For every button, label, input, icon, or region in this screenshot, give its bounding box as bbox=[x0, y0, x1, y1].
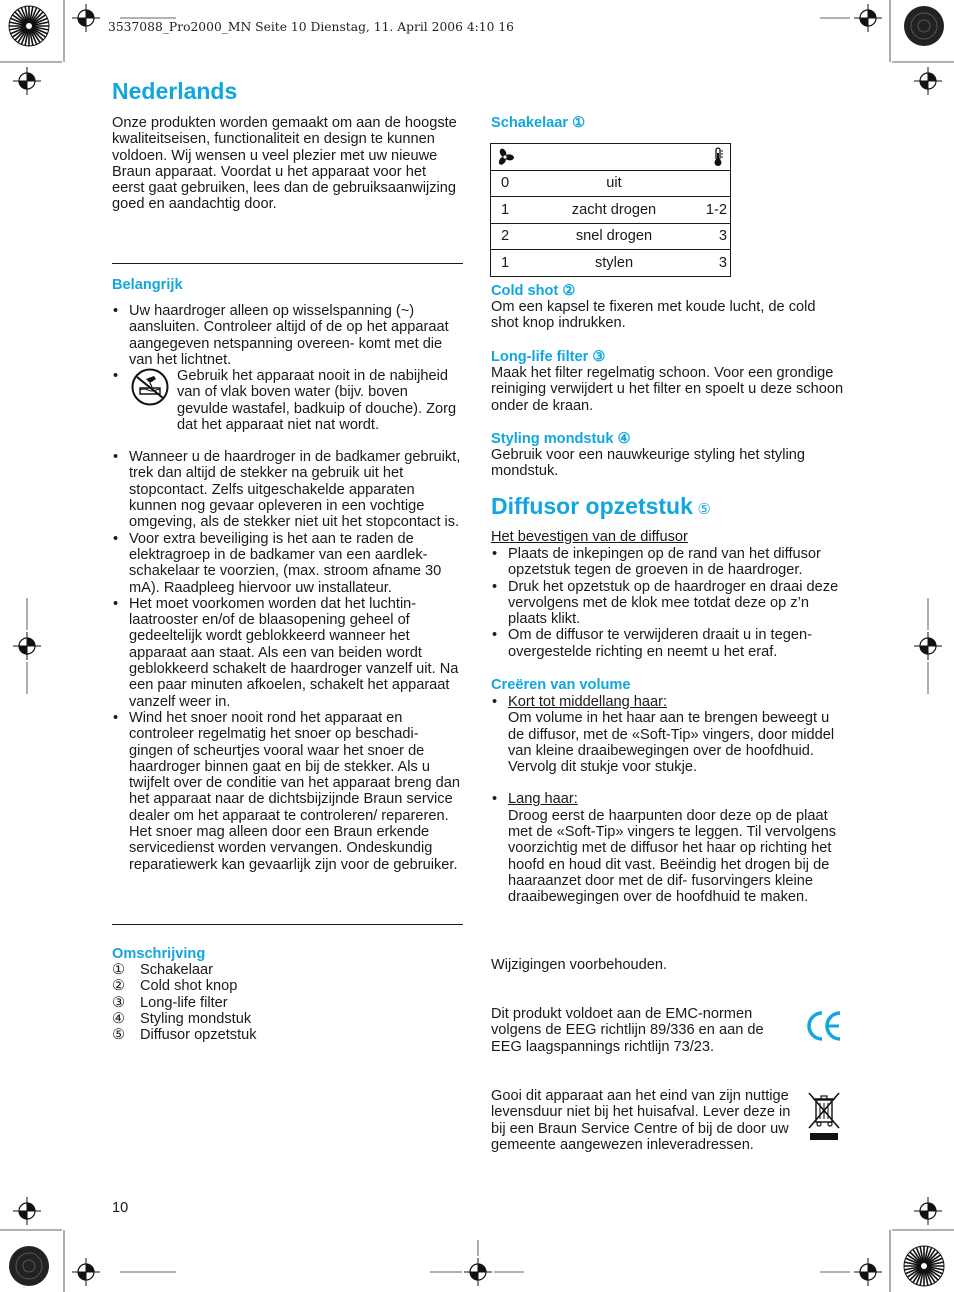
volume-heading: Creëren van volume bbox=[491, 677, 631, 693]
list-item: • Gebruik het apparaat nooit in de nabijheid van of vlak boven water (bijv. boven gevulde wastafel, badkuip of douche). Zorg dat het apparaat niet nat wordt. bbox=[112, 368, 462, 449]
list-item: ⑤ Diffusor opzetstuk bbox=[112, 1027, 257, 1044]
ce-mark-icon bbox=[805, 1009, 843, 1043]
list-item: • Om de diffusor te verwijderen draait u in tegen- overgestelde richting en neemt u het eraf. bbox=[491, 627, 843, 660]
list-item: • Kort tot middellang haar: Om volume in het haar aan te brengen beweegt u de diffusor, met de «Soft-Tip» vingers, door middel van kleine draaibewegingen over de hoofdhuid. Vervolg dit stukje voor stukje. bbox=[491, 694, 843, 775]
list-item: • Lang haar: Droog eerst de haarpunten door deze op de plaat met de «Soft-Tip» vingers te leggen. Til vervolgens voorzichtig met de diffusor het haar op richting het hoofd en houd dit vast. Beëindig het drogen bij de haaraanzet door met de dif- fusorvingers kleine draaibewegingen over de hoofdhuid te maken. bbox=[491, 791, 843, 905]
list-item: ① Schakelaar bbox=[112, 962, 214, 978]
table-row: 0 uit bbox=[491, 170, 731, 197]
switch-table bbox=[490, 143, 731, 277]
weee-bin-icon bbox=[806, 1090, 842, 1142]
intro-text: Onze produkten worden gemaakt om aan de hoogste kwaliteitseisen, functionaliteit en design te kunnen voldoen. Wij wensen u veel plezier met uw nieuwe Braun apparaat. Voordat u het apparaat voor het eerst gaat gebruiken, lees dan de gebruiksaanwijzing goed en aandachtig door. bbox=[112, 115, 457, 213]
fan-icon bbox=[495, 148, 515, 166]
page-title: Nederlands bbox=[112, 78, 238, 104]
no-water-warning-icon bbox=[128, 368, 172, 406]
styling-heading: Styling mondstuk ④ bbox=[491, 431, 631, 447]
long-life-text: Maak het filter regelmatig schoon. Voor een grondige reiniging verwijdert u het filter en spoelt u deze schoon onder de kraan. bbox=[491, 365, 844, 414]
divider bbox=[112, 263, 463, 264]
diffusor-list bbox=[491, 546, 843, 660]
list-item: • Druk het opzetstuk op de haardroger en draai deze vervolgens met de klok mee totdat deze op z’n plaats klikt. bbox=[491, 579, 843, 628]
print-header: 3537088_Pro2000_MN Seite 10 Dienstag, 11. April 2006 4:10 16 bbox=[108, 20, 514, 34]
divider bbox=[112, 924, 463, 925]
cold-shot-heading: Cold shot ② bbox=[491, 283, 576, 299]
page-number: 10 bbox=[112, 1200, 129, 1216]
omschrijving-heading: Omschrijving bbox=[112, 946, 206, 962]
long-life-heading: Long-life filter ③ bbox=[491, 349, 606, 365]
table-row: 1 stylen 3 bbox=[491, 250, 731, 277]
table-row: 2 snel drogen 3 bbox=[491, 223, 731, 250]
list-item: • Wind het snoer nooit rond het apparaat en controleer regelmatig het snoer op beschadi- gingen of scheurtjes vooral waar het snoer de haardroger binnen gaat en bij de stekker. Als u twijfelt over de conditie van het apparaat breng dan het apparaat naar de dichtsbijzijnde Braun service dealer om het apparaat te controleren/ repareren. Het snoer mag alleen door een Braun erkende servicedienst worden vervangen. Ondeskundig reparatiewerk kan gevaarlijk zijn voor de gebruiker. bbox=[112, 710, 462, 873]
list-item: • Uw haardroger alleen op wisselspanning (~) aansluiten. Controleer altijd of de op het apparaat aangegeven netspanning overeen- komt met die van het lichtnet. bbox=[112, 303, 462, 368]
diffusor-subheading: Het bevestigen van de diffusor bbox=[491, 529, 688, 545]
table-row bbox=[491, 144, 731, 171]
changes-note: Wijzigingen voorbehouden. bbox=[491, 957, 668, 973]
thermometer-icon bbox=[712, 147, 724, 167]
volume-list bbox=[491, 694, 843, 906]
belangrijk-list bbox=[112, 303, 462, 873]
schakelaar-heading: Schakelaar ① bbox=[491, 115, 586, 131]
list-item: • Plaats de inkepingen op de rand van het diffusor opzetstuk tegen de groeven in de haardroger. bbox=[491, 546, 843, 579]
disposal-text: Gooi dit apparaat aan het eind van zijn nuttige levensduur niet bij het huisafval. Lever deze in bij een Braun Service Centre of bij de door uw gemeente aangewezen inleveradressen. bbox=[491, 1088, 791, 1153]
list-item: ④ Styling mondstuk bbox=[112, 1010, 252, 1027]
styling-text: Gebruik voor een nauwkeurige styling het styling mondstuk. bbox=[491, 447, 805, 480]
list-item: ③ Long-life filter bbox=[112, 994, 228, 1011]
belangrijk-heading: Belangrijk bbox=[112, 277, 183, 293]
list-item: • Voor extra beveiliging is het aan te raden de elektragroep in de badkamer van een aardlek- schakelaar te voorzien, (max. stroom afname 30 mA). Raadpleeg hiervoor uw installateur. bbox=[112, 531, 462, 596]
omschrijving-list bbox=[112, 962, 257, 1043]
table-row: 1 zacht drogen 1-2 bbox=[491, 197, 731, 224]
list-item: • Het moet voorkomen worden dat het luchtin- laatrooster en/of de blaasopening geheel of gedeeltelijk wordt geblokkeerd wanneer het apparaat aan staat. Als een van beiden wordt geblokkeerd schakelt de haardroger vanzelf uit. Na een paar minuten afkoelen, schakelt het apparaat vanzelf weer in. bbox=[112, 596, 462, 710]
list-item: ② Cold shot knop bbox=[112, 978, 238, 995]
diffusor-heading: Diffusor opzetstuk ⑤ bbox=[491, 493, 711, 519]
emc-text: Dit produkt voldoet aan de EMC-normen volgens de EEG richtlijn 89/336 en aan de EEG laagspannings richtlijn 73/23. bbox=[491, 1006, 764, 1055]
list-item: • Wanneer u de haardroger in de badkamer gebruikt, trek dan altijd de stekker na gebruik uit het stopcontact. Zelfs uitgeschakelde apparaten kunnen nog gevaar opleveren in een vochtige omgeving, als de stekker niet uit het stopcontact is. bbox=[112, 449, 462, 530]
cold-shot-text: Om een kapsel te fixeren met koude lucht, de cold shot knop indrukken. bbox=[491, 299, 816, 332]
